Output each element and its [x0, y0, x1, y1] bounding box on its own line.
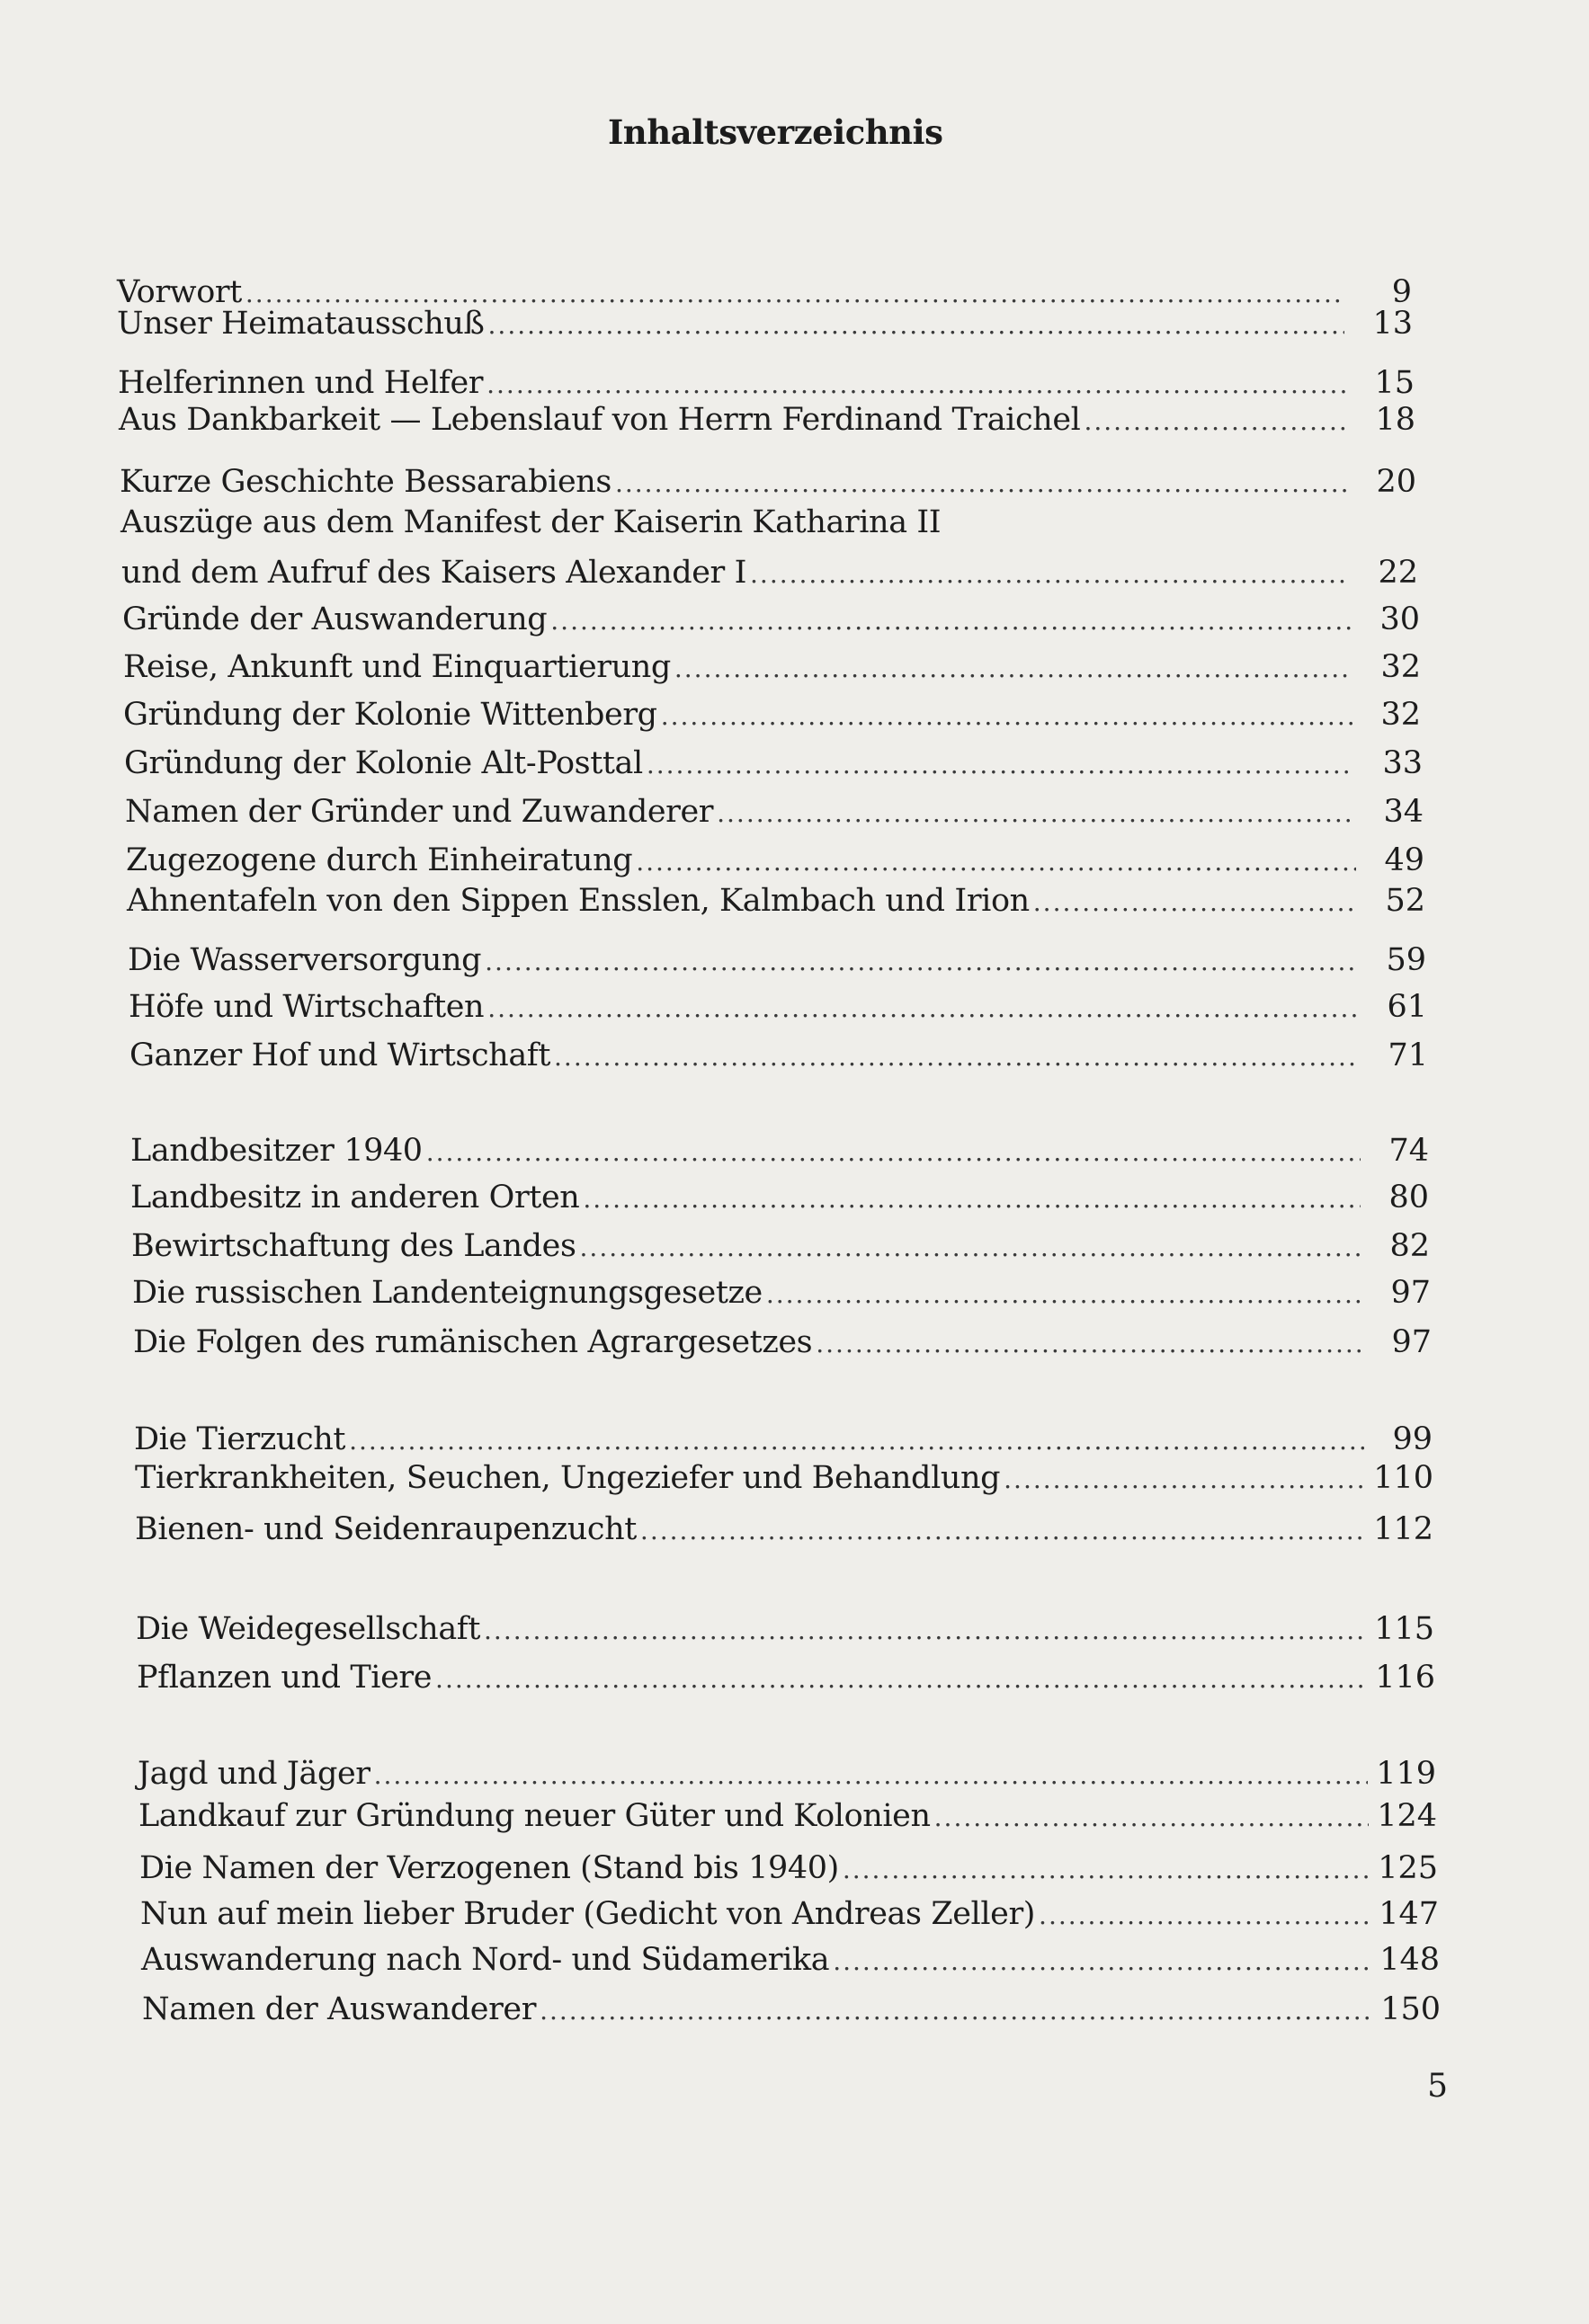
- toc-entry: [119, 397, 1415, 442]
- toc-entry: [121, 500, 1417, 545]
- toc-entry-title: Die Weidegesellschaft: [136, 1611, 481, 1647]
- toc-entry: [140, 1892, 1439, 1937]
- toc-entry-title: Landbesitz in anderen Orten: [130, 1180, 580, 1215]
- dot-leader: [487, 986, 1359, 1031]
- dot-leader: [717, 791, 1355, 836]
- toc-entry-title: Die Wasserversorgung: [128, 942, 482, 978]
- toc-entry-page: 33: [1382, 745, 1423, 781]
- dot-leader: [843, 1848, 1370, 1892]
- toc-entry: [120, 459, 1416, 504]
- toc-entry-page: 13: [1372, 306, 1413, 342]
- toc-entry-title: Nun auf mein lieber Bruder (Gedicht von Andreas Zeller): [140, 1896, 1036, 1932]
- toc-entry: [123, 692, 1421, 737]
- toc-entry-page: 119: [1376, 1756, 1436, 1792]
- dot-leader: [1084, 399, 1347, 444]
- dot-leader: [374, 1753, 1368, 1798]
- toc-entry: [126, 838, 1424, 883]
- dot-leader: [766, 1272, 1362, 1317]
- toc-entry: [139, 1846, 1438, 1891]
- toc-entry-title: Pflanzen und Tiere: [137, 1660, 433, 1696]
- toc-entry-title: Die Tierzucht: [134, 1421, 346, 1457]
- toc-entry-title: Gründe der Auswanderung: [122, 601, 548, 637]
- toc-entry-title: Die Namen der Verzogenen (Stand bis 1940): [139, 1850, 839, 1886]
- dot-leader: [540, 1989, 1372, 2034]
- toc-entry-page: 52: [1385, 883, 1425, 919]
- toc-entry-page: 71: [1388, 1037, 1428, 1073]
- toc-entry-title: Reise, Ankunft und Einquartierung: [123, 649, 671, 685]
- toc-entry-title: Helferinnen und Helfer: [118, 365, 484, 401]
- toc-entry-title: Aus Dankbarkeit — Lebenslauf von Herrn Ferdinand Traichel: [119, 402, 1081, 438]
- toc-entry-title: Landkauf zur Gründung neuer Güter und Kolonien: [138, 1798, 931, 1834]
- toc-entry-page: 148: [1379, 1942, 1440, 1978]
- dot-leader: [640, 1509, 1365, 1554]
- page-number: 5: [1427, 2068, 1448, 2105]
- toc-entry-page: 74: [1388, 1133, 1429, 1169]
- toc-entry-page: 125: [1378, 1850, 1438, 1886]
- toc-entry-page: 61: [1387, 989, 1427, 1025]
- dot-leader: [583, 1177, 1361, 1222]
- toc-entry-title: Namen der Auswanderer: [142, 1991, 537, 2027]
- dot-leader: [1033, 880, 1357, 925]
- toc-entry-page: 59: [1386, 942, 1426, 978]
- dot-leader: [1039, 1893, 1370, 1938]
- dot-leader: [647, 743, 1354, 788]
- toc-entry: [141, 1937, 1440, 1982]
- dot-leader: [488, 303, 1344, 348]
- toc-entry-page: 80: [1388, 1180, 1429, 1215]
- toc-entry: [142, 1987, 1441, 2032]
- toc-entry: [137, 1655, 1435, 1700]
- dot-leader: [484, 1608, 1366, 1653]
- toc-entry: [132, 1270, 1431, 1315]
- dot-leader: [674, 646, 1352, 691]
- toc-entry: [130, 1128, 1429, 1173]
- dot-leader: [550, 599, 1352, 644]
- toc-entry-title: Bienen- und Seidenraupenzucht: [135, 1511, 637, 1547]
- toc-entry-title: Ganzer Hof und Wirtschaft: [129, 1037, 551, 1073]
- toc-entry-title: Die Folgen des rumänischen Agrargesetzes: [133, 1324, 813, 1360]
- toc-entry-page: 110: [1373, 1460, 1433, 1496]
- dot-leader: [580, 1225, 1361, 1270]
- toc-entry-page: 15: [1374, 365, 1415, 401]
- toc-entry-page: 97: [1391, 1324, 1432, 1360]
- toc-entry-page: 30: [1379, 601, 1420, 637]
- toc-entry-page: 34: [1383, 794, 1424, 830]
- toc-entry-title: Jagd und Jäger: [138, 1756, 370, 1792]
- toc-entry: [130, 1175, 1429, 1220]
- toc-entry-title: Namen der Gründer und Zuwanderer: [125, 794, 714, 830]
- toc-entry-page: 147: [1379, 1896, 1439, 1932]
- toc-entry-page: 82: [1389, 1228, 1430, 1264]
- dot-leader: [833, 1939, 1371, 1984]
- toc-entry-page: 18: [1375, 402, 1415, 438]
- toc-entry: [121, 550, 1418, 595]
- toc-entry: [123, 645, 1421, 690]
- toc-entry-page: 124: [1377, 1798, 1437, 1834]
- dot-leader: [750, 552, 1350, 597]
- toc-entry-page: 116: [1375, 1660, 1435, 1696]
- dot-leader: [1004, 1457, 1365, 1502]
- dot-leader: [816, 1322, 1363, 1367]
- toc-entry-title: Tierkrankheiten, Seuchen, Ungeziefer und Behandlung: [135, 1460, 1001, 1496]
- toc-entry-page: 20: [1376, 464, 1416, 500]
- toc-entry: [129, 1033, 1428, 1078]
- toc-entry-page: 115: [1374, 1611, 1434, 1647]
- toc-entry-page: 22: [1378, 555, 1418, 591]
- dot-leader: [485, 939, 1358, 984]
- toc-entry-title: und dem Aufruf des Kaisers Alexander I: [121, 555, 747, 591]
- toc-entry: [138, 1794, 1437, 1839]
- toc-entry-title: Höfe und Wirtschaften: [129, 989, 485, 1025]
- toc-entry-title: Vorwort: [117, 274, 242, 310]
- toc-entry-title: Gründung der Kolonie Wittenberg: [123, 697, 657, 733]
- dot-leader: [435, 1657, 1367, 1702]
- toc-entry: [122, 597, 1420, 642]
- toc-entry-title: Zugezogene durch Einheiratung: [126, 842, 633, 878]
- toc-entry: [128, 938, 1426, 983]
- toc-entry-title: Kurze Geschichte Bessarabiens: [120, 464, 611, 500]
- toc-entry-title: Die russischen Landenteignungsgesetze: [132, 1275, 763, 1311]
- toc-entry-page: 32: [1380, 649, 1421, 685]
- toc-entry-page: 32: [1380, 697, 1421, 733]
- dot-leader: [554, 1035, 1360, 1080]
- toc-entry: [129, 984, 1427, 1029]
- toc-entry-page: 97: [1390, 1275, 1431, 1311]
- toc-entry-title: Bewirtschaftung des Landes: [131, 1228, 576, 1264]
- toc-entry: [135, 1456, 1433, 1500]
- toc-entry-title: Landbesitzer 1940: [130, 1133, 423, 1169]
- toc-entry: [127, 878, 1425, 923]
- dot-leader: [426, 1130, 1361, 1175]
- toc-entry: [117, 301, 1413, 346]
- toc-entry: [131, 1224, 1430, 1269]
- dot-leader: [661, 694, 1352, 739]
- toc-entry-title: Auszüge aus dem Manifest der Kaiserin Katharina II: [121, 504, 942, 540]
- dot-leader: [934, 1795, 1369, 1840]
- toc-entry-title: Unser Heimatausschuß: [117, 306, 485, 342]
- toc-entry-title: Gründung der Kolonie Alt-Posttal: [124, 745, 643, 781]
- toc-entry-page: 9: [1391, 274, 1412, 310]
- toc-entry: [136, 1607, 1434, 1652]
- toc-entry: [124, 741, 1423, 786]
- toc-entry-page: 150: [1380, 1991, 1441, 2027]
- toc-entry: [133, 1320, 1432, 1365]
- page-title: Inhaltsverzeichnis: [608, 112, 943, 152]
- toc-entry-title: Auswanderung nach Nord- und Südamerika: [141, 1942, 830, 1978]
- toc-entry: [138, 1751, 1436, 1796]
- toc-entry-page: 99: [1392, 1421, 1433, 1457]
- toc-entry-title: Ahnentafeln von den Sippen Ensslen, Kalmbach und Irion: [127, 883, 1030, 919]
- toc-entry: [135, 1507, 1433, 1552]
- toc-entry: [125, 789, 1424, 834]
- toc-entry-page: 112: [1373, 1511, 1433, 1547]
- toc-entry-page: 49: [1384, 842, 1424, 878]
